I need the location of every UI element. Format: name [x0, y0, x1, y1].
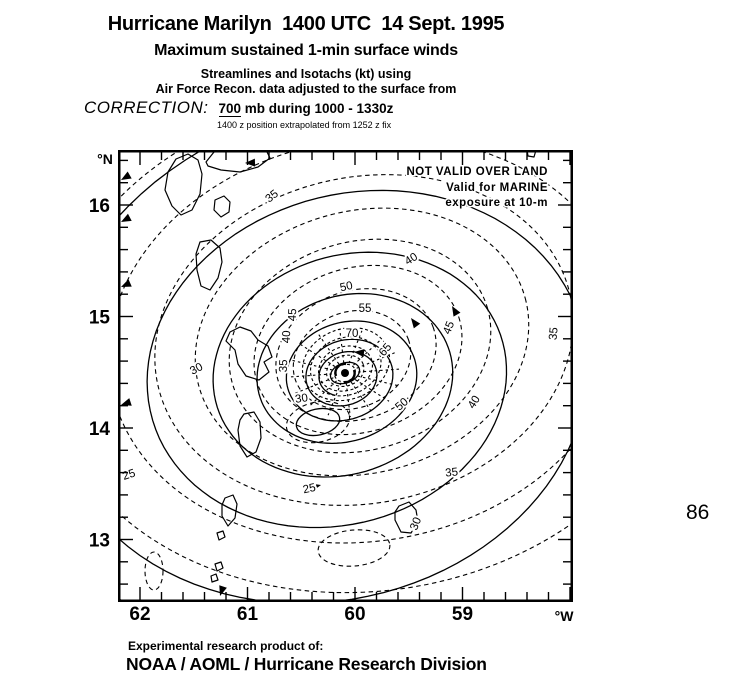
island-grenadine-islet-1 [217, 531, 225, 540]
correction-line [84, 98, 393, 118]
map-notice [406, 166, 548, 209]
svg-text:40: 40 [465, 393, 483, 412]
island-marie-galante [214, 196, 230, 217]
footer-product-note: Experimental research product of: [128, 639, 324, 653]
correction-pressure: 700 [218, 101, 242, 116]
svg-text:35: 35 [444, 466, 459, 480]
svg-text:30: 30 [188, 361, 206, 378]
svg-text:65: 65 [376, 341, 395, 359]
x-tick-label: 59 [451, 604, 474, 625]
y-tick-label: 15 [88, 307, 110, 329]
map-notice-line: exposure at 10-m [445, 197, 548, 209]
footer-attribution: NOAA / AOML / Hurricane Research Division [126, 654, 487, 674]
storm-center-symbol [335, 364, 354, 382]
x-tick-label: 62 [129, 604, 151, 625]
subtitle-winds: Maximum sustained 1-min surface winds [154, 42, 458, 59]
svg-text:30: 30 [408, 515, 425, 533]
position-note: 1400 z position extrapolated from 1252 z fix [217, 120, 392, 130]
island-guadeloupe-basse-terre [165, 154, 202, 215]
correction-value [219, 101, 394, 116]
x-tick-label: 60 [344, 604, 366, 625]
island-guadeloupe-grande-terre [206, 150, 270, 172]
svg-text:25: 25 [301, 481, 317, 497]
map-notice-line: Valid for MARINE [446, 182, 548, 194]
isotach-labels [121, 188, 561, 532]
subtitle-streamlines: Streamlines and Isotachs (kt) using [200, 67, 412, 81]
map-plot [88, 138, 588, 628]
correction-label: CORRECTION: [84, 98, 209, 117]
y-tick-label: 13 [88, 530, 110, 552]
svg-text:50: 50 [338, 279, 354, 295]
svg-text:40: 40 [402, 250, 421, 268]
island-st-lucia [238, 412, 261, 457]
y-tick-label: 16 [88, 196, 110, 217]
island-grenadine-islet-2 [215, 562, 223, 571]
west-axis-unit: °W [554, 608, 574, 624]
svg-text:30: 30 [294, 392, 309, 406]
page-title: Hurricane Marilyn 1400 UTC 14 Sept. 1995 [107, 13, 505, 35]
map-notice-line: NOT VALID OVER LAND [406, 166, 548, 178]
svg-text:25: 25 [121, 467, 138, 483]
subtitle-recon: Air Force Recon. data adjusted to the surface from [155, 82, 457, 96]
y-tick-label: 14 [88, 419, 110, 440]
svg-text:70: 70 [345, 328, 359, 340]
correction-rest: mb during 1000 - 1330z [241, 101, 394, 116]
svg-text:50: 50 [393, 395, 411, 414]
svg-text:45: 45 [286, 308, 300, 322]
north-axis-unit: °N [97, 151, 113, 167]
svg-text:55: 55 [358, 303, 372, 315]
svg-text:45: 45 [441, 319, 458, 337]
svg-text:35: 35 [263, 187, 281, 206]
svg-text:35: 35 [277, 359, 291, 373]
page-number: 86 [686, 501, 710, 524]
svg-text:35: 35 [547, 326, 561, 341]
island-grenadine-islet-3 [211, 574, 218, 582]
svg-text:40: 40 [280, 330, 294, 344]
x-tick-label: 61 [236, 604, 259, 625]
